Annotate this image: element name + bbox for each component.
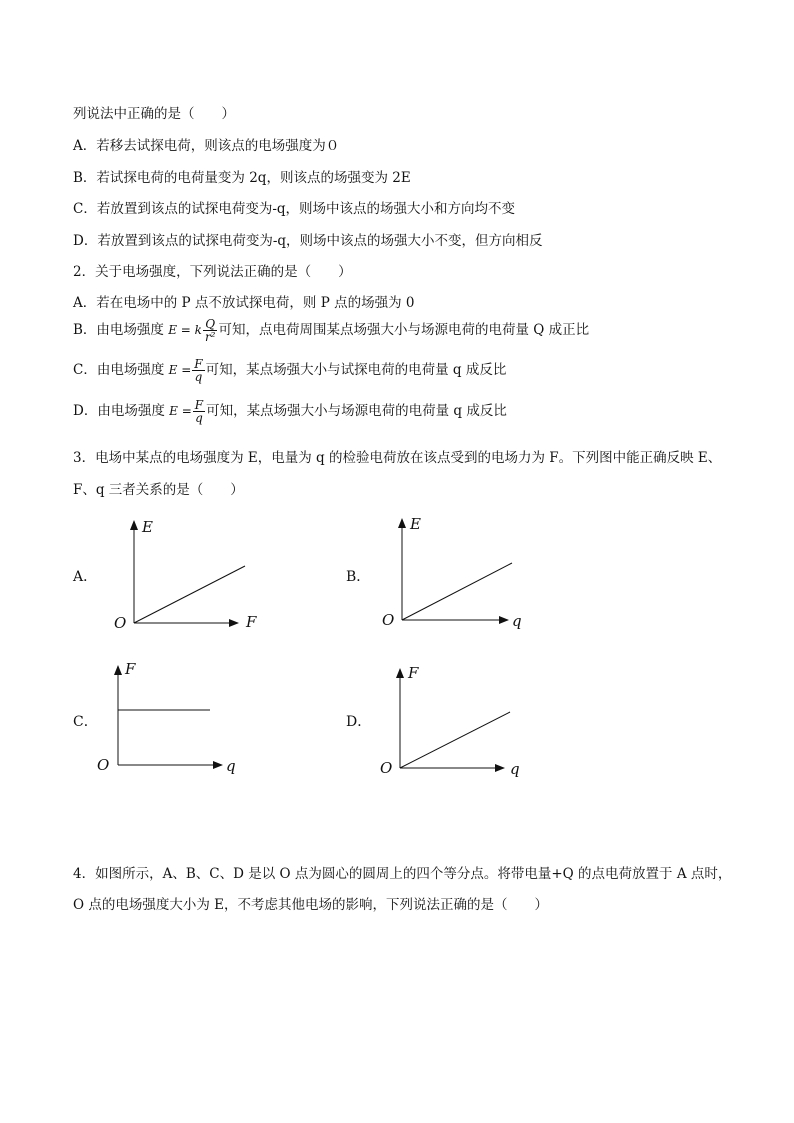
graph-d-line bbox=[400, 712, 510, 768]
graph-c-y-label: F bbox=[125, 660, 136, 678]
q2-c-equation: E = bbox=[168, 363, 192, 377]
graph-c-origin: O bbox=[97, 756, 110, 774]
graph-b bbox=[378, 513, 538, 633]
q2-c-suffix: 可知，某点场强大小与试探电荷的电荷量 q 成反比 bbox=[205, 362, 507, 378]
question-intro: 列说法中正确的是（ ） bbox=[73, 106, 235, 122]
q2-d-prefix: D．由电场强度 bbox=[73, 403, 165, 419]
graph-b-x-label: q bbox=[512, 612, 522, 630]
q2-c-numerator: F bbox=[194, 357, 203, 371]
graph-c-label: C． bbox=[73, 714, 98, 730]
graph-d-origin: O bbox=[380, 759, 393, 777]
q1-option-b: B．若试探电荷的电荷量变为 2q，则该点的场强变为 2E bbox=[73, 170, 411, 186]
graph-b-origin: O bbox=[382, 611, 395, 629]
q2-option-a: A．若在电场中的 P 点不放试探电荷，则 P 点的场强为 0 bbox=[73, 295, 415, 311]
graph-d bbox=[378, 663, 538, 783]
graph-d-x-label: q bbox=[510, 760, 520, 778]
q4-stem-line2: O 点的电场强度大小为 E，不考虑其他电场的影响，下列说法正确的是（ ） bbox=[73, 897, 549, 913]
q2-b-denominator: r² bbox=[204, 330, 216, 344]
q2-option-c bbox=[73, 358, 506, 383]
q2-d-suffix: 可知，某点场强大小与场源电荷的电荷量 q 成反比 bbox=[206, 403, 507, 419]
graph-c-x-label: q bbox=[226, 757, 236, 775]
q2-b-numerator: Q bbox=[203, 318, 218, 331]
q2-b-prefix: B．由电场强度 bbox=[73, 322, 164, 338]
q2-d-fraction bbox=[193, 399, 205, 424]
graph-b-y-label: E bbox=[410, 515, 421, 533]
graph-d-y-label: F bbox=[408, 664, 419, 682]
q2-c-fraction bbox=[192, 358, 204, 383]
q2-c-denominator: q bbox=[194, 370, 203, 384]
graph-a-x-label: F bbox=[246, 613, 257, 631]
q2-b-fraction bbox=[203, 318, 218, 343]
graph-a bbox=[108, 515, 268, 635]
q3-stem-line1: 3．电场中某点的电场强度为 E，电量为 q 的检验电荷放在该点受到的电场力为 F。下列图中能正确反映 E、 bbox=[73, 450, 722, 466]
graph-b-line bbox=[402, 563, 512, 620]
q2-option-b bbox=[73, 318, 589, 343]
graph-a-line bbox=[134, 566, 245, 623]
q2-d-denominator: q bbox=[195, 411, 203, 425]
q2-b-equation: E = k bbox=[168, 323, 202, 337]
graph-a-y-label: E bbox=[142, 518, 153, 536]
q1-option-d: D．若放置到该点的试探电荷变为-q，则场中该点的场强大小不变，但方向相反 bbox=[73, 233, 543, 249]
graph-a-svg bbox=[108, 515, 268, 635]
graph-c bbox=[95, 660, 255, 780]
q2-c-prefix: C．由电场强度 bbox=[73, 362, 165, 378]
q2-d-equation: E = bbox=[169, 404, 192, 418]
graph-d-label: D． bbox=[346, 714, 372, 730]
graph-a-label: A． bbox=[73, 569, 98, 585]
q1-option-c: C．若放置到该点的试探电荷变为-q，则场中该点的场强大小和方向均不变 bbox=[73, 201, 516, 217]
q4-stem-line1: 4．如图所示，A、B、C、D 是以 O 点为圆心的圆周上的四个等分点。将带电量+Q 的点电荷放置于 A 点时， bbox=[73, 866, 732, 882]
q2-stem: 2．关于电场强度，下列说法正确的是（ ） bbox=[73, 264, 352, 280]
graph-a-origin: O bbox=[114, 614, 127, 632]
q2-d-numerator: F bbox=[194, 398, 204, 412]
q1-option-a: A．若移去试探电荷，则该点的电场强度为０ bbox=[73, 138, 340, 154]
q3-stem-line2: F、q 三者关系的是（ ） bbox=[73, 482, 244, 498]
graph-b-label: B． bbox=[346, 569, 371, 585]
q2-b-suffix: 可知，点电荷周围某点场强大小与场源电荷的电荷量 Q 成正比 bbox=[218, 322, 590, 338]
q2-option-d bbox=[73, 399, 507, 424]
